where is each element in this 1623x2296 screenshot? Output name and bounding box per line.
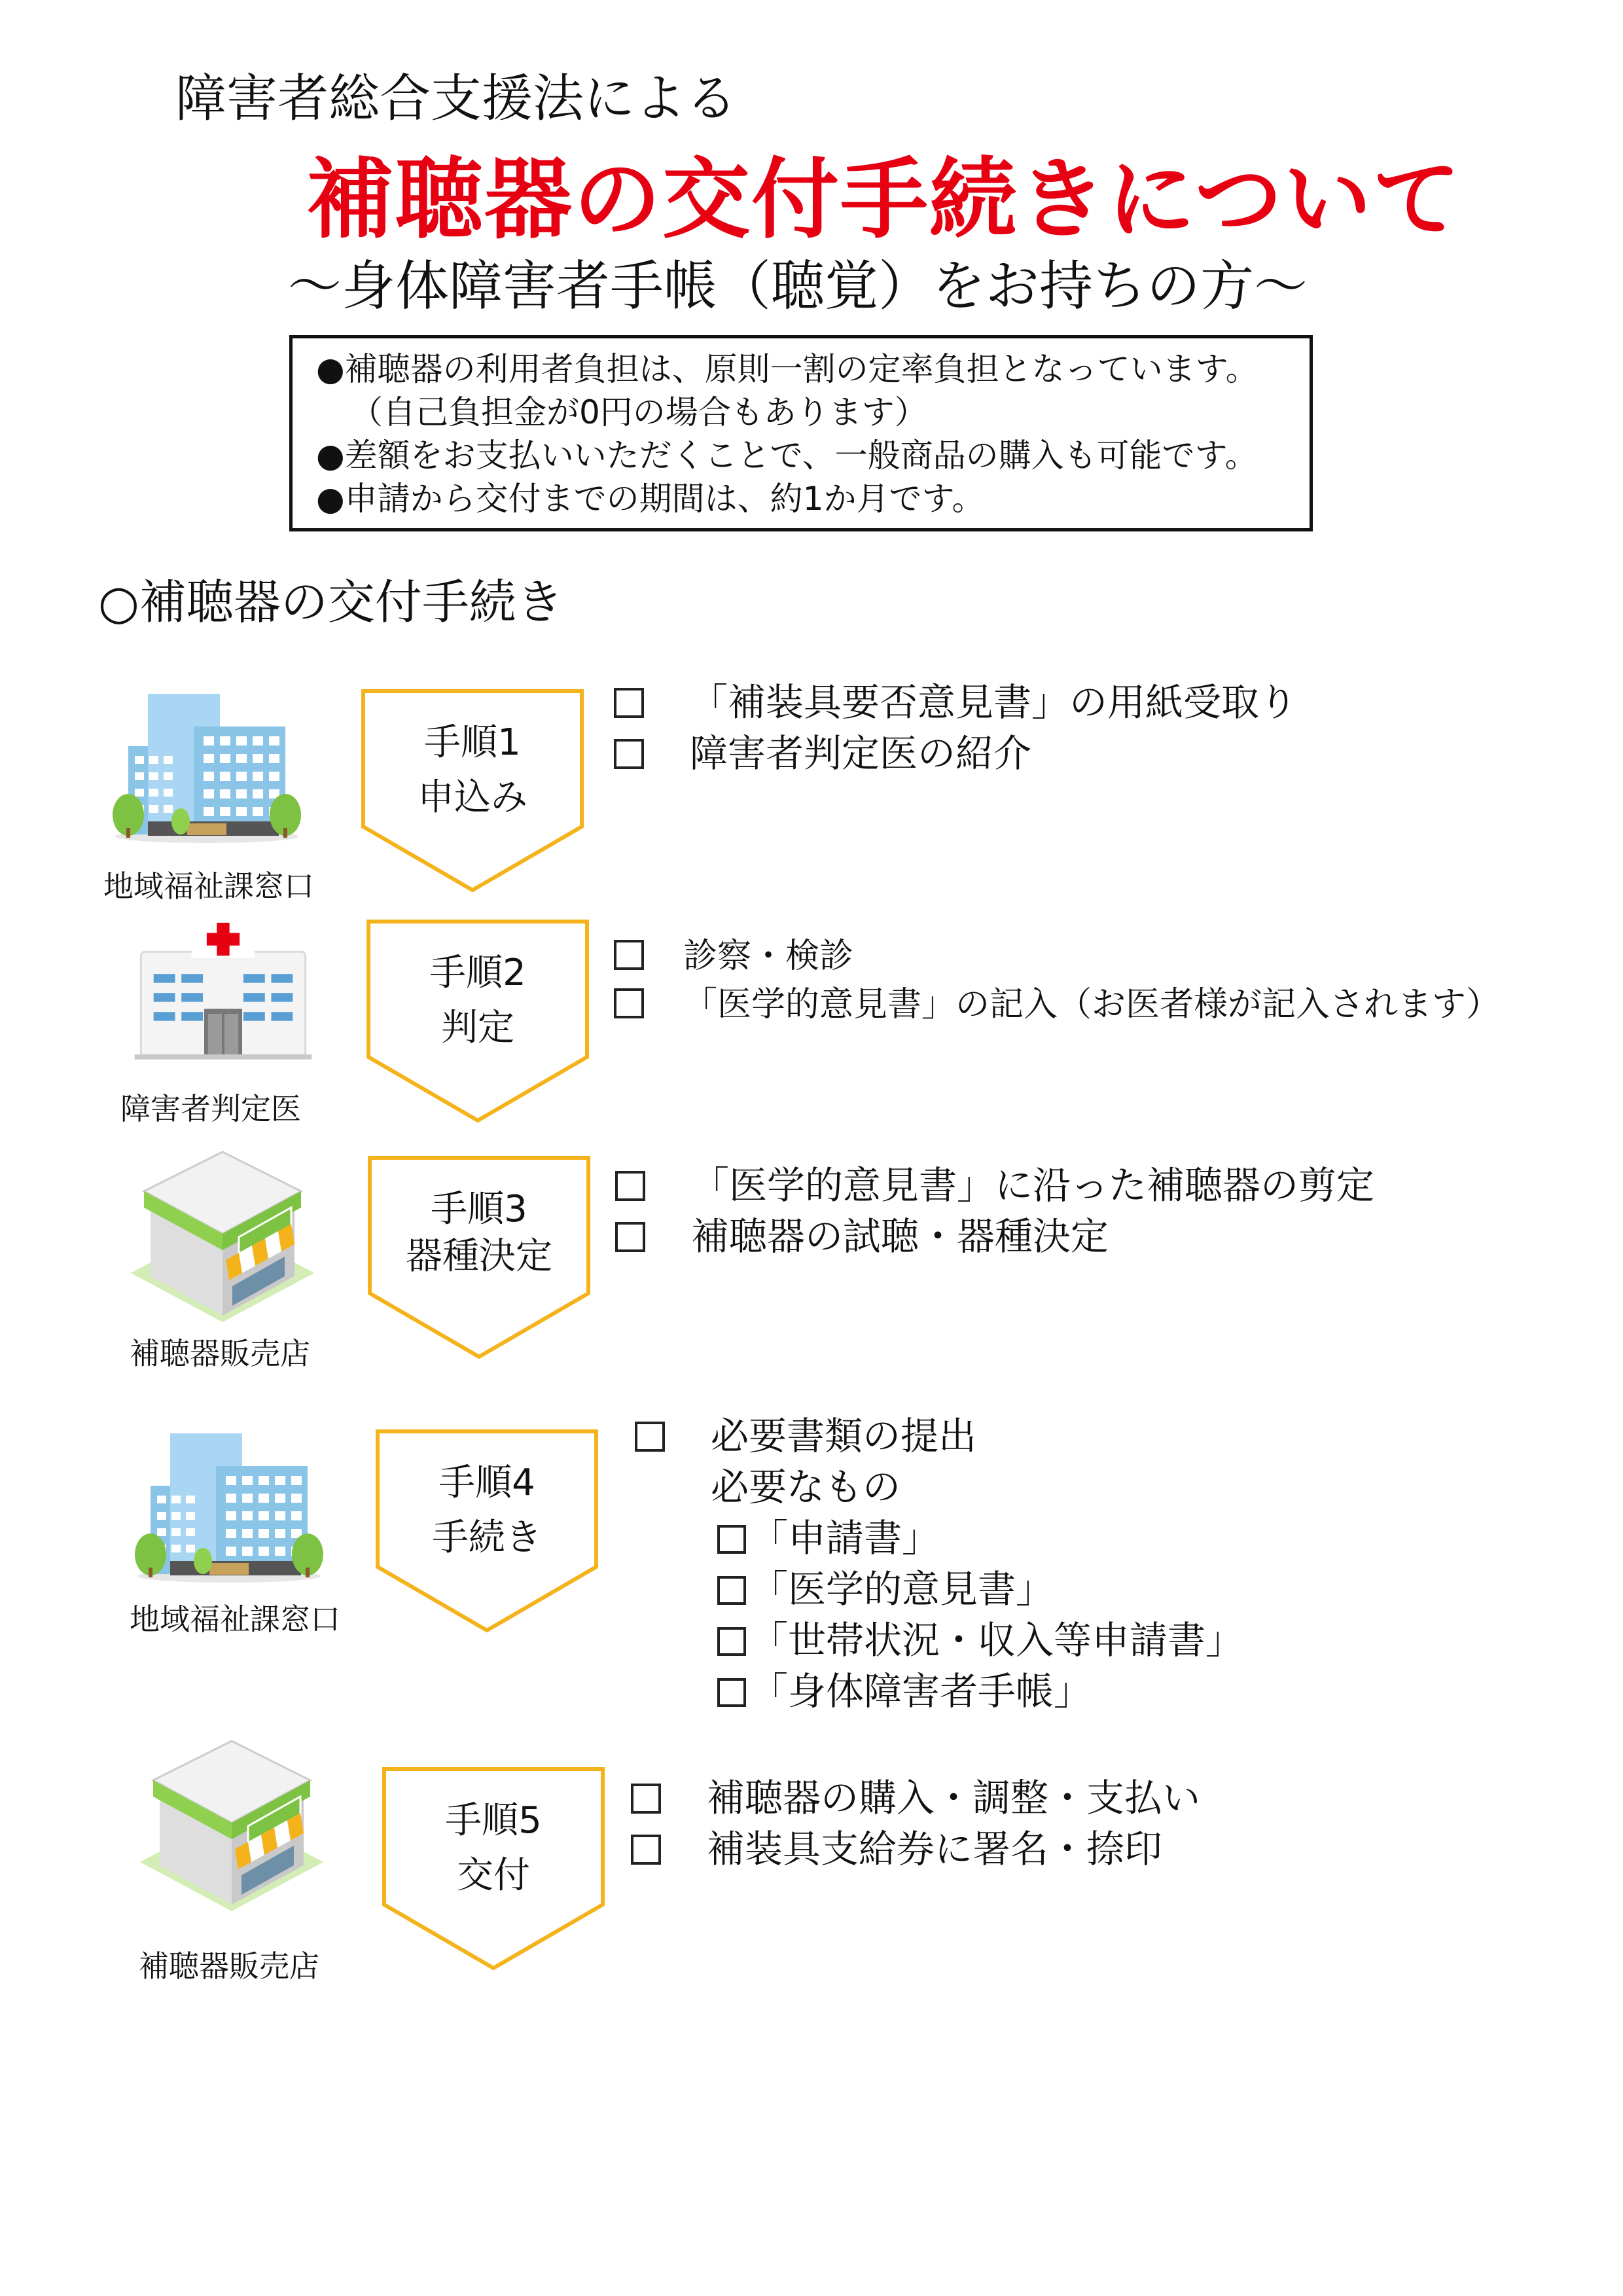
checklist-item: 補聴器の試聴・器種決定 <box>615 1211 1374 1262</box>
checklist-item: 診察・検診 <box>614 932 1500 980</box>
step-2-badge <box>366 920 589 1122</box>
checkbox[interactable] <box>631 1784 661 1814</box>
step-number: 手順3 <box>431 1188 527 1230</box>
checkbox[interactable] <box>717 1525 746 1554</box>
checklist-item: 必要書類の提出 <box>635 1410 1243 1462</box>
step-3-badge <box>368 1156 590 1359</box>
shop-icon <box>134 1734 330 1918</box>
step-name: 申込み <box>418 776 527 819</box>
required-item: 「申請書」 <box>635 1513 1243 1564</box>
checkbox[interactable] <box>635 1422 665 1452</box>
checkbox[interactable] <box>717 1576 746 1605</box>
step-number: 手順5 <box>445 1799 542 1842</box>
checkbox[interactable] <box>717 1627 746 1656</box>
notes-box <box>289 335 1313 531</box>
office-building-icon <box>109 681 305 844</box>
required-item: 「医学的意見書」 <box>635 1564 1243 1615</box>
checklist-item: 補装具支給券に署名・捺印 <box>631 1823 1200 1874</box>
heading: 障害者総合支援法による <box>175 69 738 128</box>
step-1-items <box>614 677 1297 779</box>
note-line: （自己負担金が0円の場合もあります） <box>350 393 927 431</box>
office-building-icon <box>131 1420 327 1584</box>
step-name: 器種決定 <box>406 1235 552 1278</box>
step-number: 手順1 <box>424 721 521 764</box>
step-1-badge <box>361 689 584 892</box>
step-name: 手続き <box>432 1516 542 1559</box>
page-subtitle: ～身体障害者手帳（聴覚）をお持ちの方～ <box>288 255 1308 317</box>
checklist-item: 補聴器の購入・調整・支払い <box>631 1772 1200 1823</box>
step-5-badge <box>382 1767 605 1970</box>
checklist-item: 「補装具要否意見書」の用紙受取り <box>614 677 1297 728</box>
step-4-items <box>635 1410 1243 1717</box>
step-5-items <box>631 1772 1200 1874</box>
checkbox[interactable] <box>615 1222 645 1252</box>
note-line: ●差額をお支払いいただくことで、一般商品の購入も可能です。 <box>316 437 1258 475</box>
checkbox[interactable] <box>614 688 644 718</box>
step-name: 交付 <box>457 1854 530 1897</box>
hospital-icon <box>128 913 318 1060</box>
step-2-items <box>614 932 1500 1029</box>
step-4-badge <box>376 1429 598 1632</box>
checkbox[interactable] <box>631 1835 661 1865</box>
note-line: ●申請から交付までの期間は、約1か月です。 <box>316 480 985 518</box>
required-item: 「世帯状況・収入等申請書」 <box>635 1615 1243 1666</box>
checkbox[interactable] <box>615 1171 645 1201</box>
checkbox[interactable] <box>614 739 644 769</box>
checklist-item: 「医学的意見書」に沿った補聴器の剪定 <box>615 1160 1374 1211</box>
checklist-item: 障害者判定医の紹介 <box>614 728 1297 779</box>
checkbox[interactable] <box>614 988 644 1018</box>
place-label: 補聴器販売店 <box>139 1948 319 1984</box>
step-number: 手順2 <box>429 952 526 994</box>
note-line: ●補聴器の利用者負担は、原則一割の定率負担となっています。 <box>316 350 1258 388</box>
required-item: 「身体障害者手帳」 <box>635 1666 1243 1717</box>
step-name: 判定 <box>441 1007 514 1049</box>
place-label: 補聴器販売店 <box>130 1336 310 1371</box>
checkbox[interactable] <box>717 1678 746 1707</box>
place-label: 地域福祉課窓口 <box>130 1602 340 1637</box>
place-label: 障害者判定医 <box>120 1091 301 1126</box>
page-title: 補聴器の交付手続きについて <box>306 149 1462 251</box>
checkbox[interactable] <box>614 940 644 970</box>
checklist-item: 「医学的意見書」の記入（お医者様が記入されます） <box>614 980 1500 1029</box>
step-3-items <box>615 1160 1374 1262</box>
required-title: 必要なもの <box>711 1465 901 1509</box>
place-label: 地域福祉課窓口 <box>103 869 314 904</box>
step-number: 手順4 <box>438 1462 535 1504</box>
shop-icon <box>124 1145 321 1329</box>
section-title: ○補聴器の交付手続き <box>98 575 563 630</box>
